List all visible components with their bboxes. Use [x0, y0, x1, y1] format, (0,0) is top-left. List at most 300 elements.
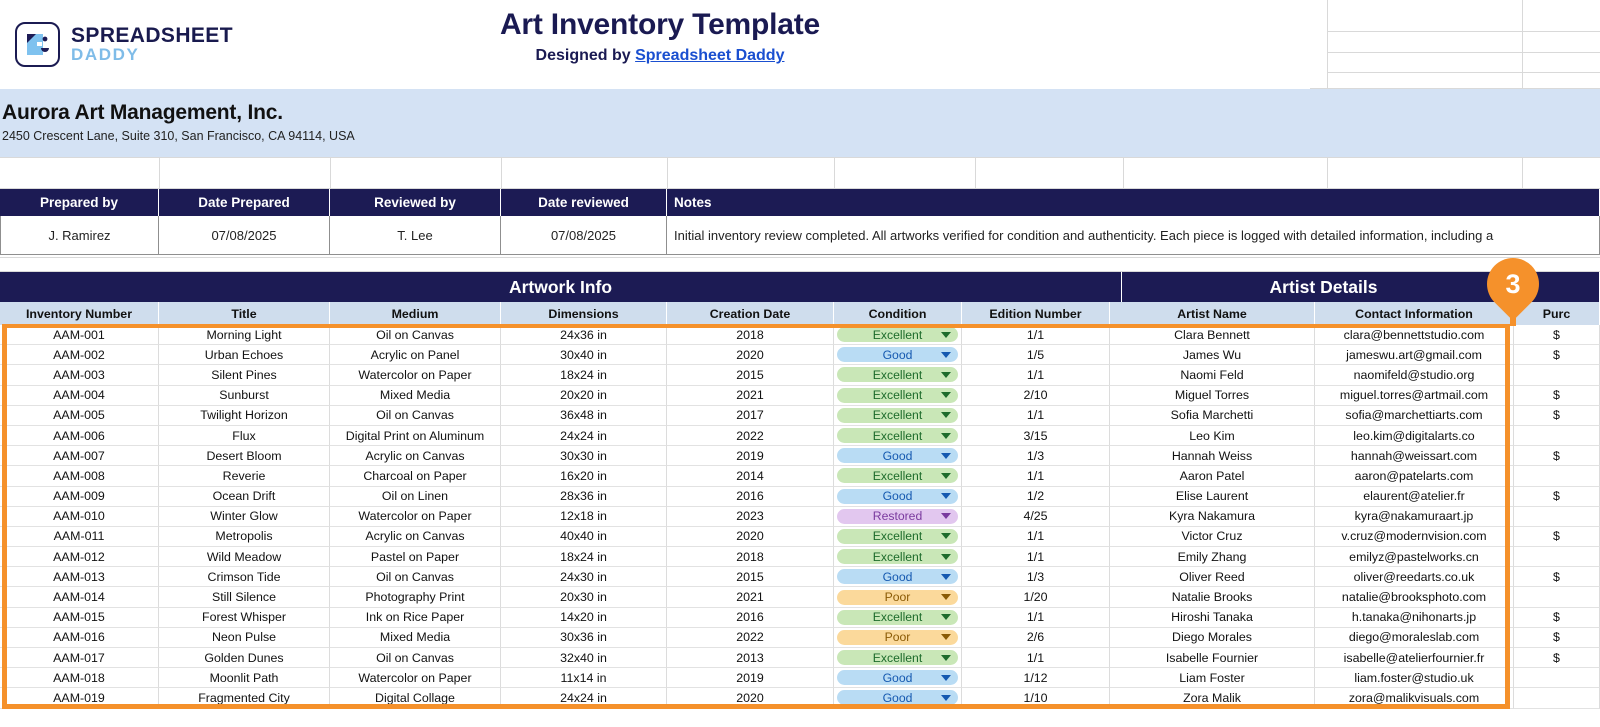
cell-edition-number[interactable]: 2/10	[962, 386, 1110, 406]
cell-contact-information[interactable]: kyra@nakamuraart.jp	[1315, 507, 1514, 527]
table-row	[0, 365, 1600, 385]
cell-condition[interactable]	[834, 688, 962, 708]
cell-contact-information[interactable]: leo.kim@digitalarts.co	[1315, 426, 1514, 446]
cell-edition-number[interactable]: 1/12	[962, 668, 1110, 688]
cell-purchase[interactable]: $	[1514, 446, 1600, 466]
condition-dropdown[interactable]	[837, 327, 958, 342]
cell-creation-date[interactable]: 2013	[667, 648, 834, 668]
cell-title[interactable]: Twilight Horizon	[159, 406, 330, 426]
cell-artist-name[interactable]: Hannah Weiss	[1110, 446, 1315, 466]
condition-dropdown[interactable]	[837, 610, 958, 625]
cell-title[interactable]: Sunburst	[159, 386, 330, 406]
cell-creation-date[interactable]: 2022	[667, 426, 834, 446]
cell-artist-name[interactable]: Emily Zhang	[1110, 547, 1315, 567]
cell-purchase[interactable]: $	[1514, 345, 1600, 365]
cell-dimensions[interactable]: 24x30 in	[501, 567, 667, 587]
cell-inventory-number[interactable]: AAM-015	[0, 608, 159, 628]
cell-contact-information[interactable]: hannah@weissart.com	[1315, 446, 1514, 466]
company-address: 2450 Crescent Lane, Suite 310, San Francisco, CA 94114, USA	[2, 129, 355, 143]
cell-dimensions[interactable]: 18x24 in	[501, 547, 667, 567]
cell-contact-information[interactable]: emilyz@pastelworks.cn	[1315, 547, 1514, 567]
condition-label: Excellent	[872, 388, 923, 403]
cell-title[interactable]: Golden Dunes	[159, 648, 330, 668]
cell-dimensions[interactable]: 20x20 in	[501, 386, 667, 406]
cell-contact-information[interactable]: h.tanaka@nihonarts.jp	[1315, 608, 1514, 628]
chevron-down-icon[interactable]	[941, 412, 951, 418]
cell-purchase[interactable]: $	[1514, 406, 1600, 426]
cell-artist-name[interactable]: Naomi Feld	[1110, 365, 1315, 385]
cell-medium[interactable]: Acrylic on Panel	[330, 345, 501, 365]
condition-dropdown[interactable]	[837, 448, 958, 463]
cell-medium[interactable]: Mixed Media	[330, 628, 501, 648]
company-name: Aurora Art Management, Inc.	[2, 101, 283, 124]
cell-medium[interactable]: Acrylic on Canvas	[330, 446, 501, 466]
table-row	[0, 547, 1600, 567]
cell-dimensions[interactable]: 24x24 in	[501, 688, 667, 708]
cell-medium[interactable]: Watercolor on Paper	[330, 365, 501, 385]
cell-creation-date[interactable]: 2014	[667, 466, 834, 486]
cell-inventory-number[interactable]: AAM-004	[0, 386, 159, 406]
cell-condition[interactable]	[834, 507, 962, 527]
cell-edition-number[interactable]: 1/1	[962, 466, 1110, 486]
cell-inventory-number[interactable]: AAM-008	[0, 466, 159, 486]
cell-contact-information[interactable]: diego@moraleslab.com	[1315, 628, 1514, 648]
cell-creation-date[interactable]: 2015	[667, 567, 834, 587]
col-purchase[interactable]: Purc	[1514, 302, 1600, 325]
cell-title[interactable]: Wild Meadow	[159, 547, 330, 567]
condition-label: Good	[882, 489, 913, 504]
cell-medium[interactable]: Charcoal on Paper	[330, 466, 501, 486]
condition-dropdown[interactable]	[837, 509, 958, 524]
cell-purchase[interactable]	[1514, 587, 1600, 607]
cell-medium[interactable]: Oil on Canvas	[330, 325, 501, 345]
cell-artist-name[interactable]: Miguel Torres	[1110, 386, 1315, 406]
cell-dimensions[interactable]: 28x36 in	[501, 487, 667, 507]
cell-edition-number[interactable]: 1/1	[962, 608, 1110, 628]
value-prepared-by[interactable]: J. Ramirez	[0, 216, 159, 255]
cell-edition-number[interactable]: 1/2	[962, 487, 1110, 507]
condition-label: Poor	[884, 590, 911, 605]
cell-creation-date[interactable]: 2018	[667, 325, 834, 345]
table-row	[0, 466, 1600, 486]
cell-creation-date[interactable]: 2020	[667, 688, 834, 708]
condition-dropdown[interactable]	[837, 529, 958, 544]
cell-condition[interactable]	[834, 466, 962, 486]
cell-inventory-number[interactable]: AAM-011	[0, 527, 159, 547]
col-creation-date[interactable]: Creation Date	[667, 302, 834, 325]
cell-purchase[interactable]: $	[1514, 386, 1600, 406]
condition-label: Excellent	[872, 529, 923, 544]
condition-dropdown[interactable]	[837, 590, 958, 605]
table-row	[0, 688, 1600, 708]
chevron-down-icon[interactable]	[941, 493, 951, 499]
cell-edition-number[interactable]: 1/1	[962, 365, 1110, 385]
cell-creation-date[interactable]: 2020	[667, 527, 834, 547]
cell-condition[interactable]	[834, 426, 962, 446]
cell-title[interactable]: Fragmented City	[159, 688, 330, 708]
header-prepared-by: Prepared by	[0, 189, 159, 216]
cell-condition[interactable]	[834, 527, 962, 547]
cell-creation-date[interactable]: 2023	[667, 507, 834, 527]
cell-condition[interactable]	[834, 668, 962, 688]
cell-inventory-number[interactable]: AAM-001	[0, 325, 159, 345]
cell-contact-information[interactable]: aaron@patelarts.com	[1315, 466, 1514, 486]
cell-dimensions[interactable]: 24x24 in	[501, 426, 667, 446]
group-artist-details: Artist Details	[1122, 272, 1526, 302]
table-row	[0, 608, 1600, 628]
cell-dimensions[interactable]: 30x40 in	[501, 345, 667, 365]
cell-artist-name[interactable]: Elise Laurent	[1110, 487, 1315, 507]
table-row	[0, 386, 1600, 406]
cell-medium[interactable]: Oil on Canvas	[330, 406, 501, 426]
cell-medium[interactable]: Watercolor on Paper	[330, 668, 501, 688]
cell-inventory-number[interactable]: AAM-010	[0, 507, 159, 527]
value-date-reviewed[interactable]: 07/08/2025	[501, 216, 667, 255]
cell-creation-date[interactable]: 2019	[667, 668, 834, 688]
cell-inventory-number[interactable]: AAM-013	[0, 567, 159, 587]
condition-dropdown[interactable]	[837, 428, 958, 443]
cell-inventory-number[interactable]: AAM-014	[0, 587, 159, 607]
cell-condition[interactable]	[834, 567, 962, 587]
cell-title[interactable]: Reverie	[159, 466, 330, 486]
cell-title[interactable]: Ocean Drift	[159, 487, 330, 507]
cell-artist-name[interactable]: Hiroshi Tanaka	[1110, 608, 1315, 628]
cell-creation-date[interactable]: 2022	[667, 628, 834, 648]
brand-name-line2: DADDY	[71, 45, 140, 65]
cell-contact-information[interactable]: sofia@marchettiarts.com	[1315, 406, 1514, 426]
page-header	[0, 0, 1310, 88]
cell-condition[interactable]	[834, 365, 962, 385]
cell-edition-number[interactable]: 1/20	[962, 587, 1110, 607]
cell-inventory-number[interactable]: AAM-007	[0, 446, 159, 466]
cell-title[interactable]: Neon Pulse	[159, 628, 330, 648]
col-title[interactable]: Title	[159, 302, 330, 325]
header-date-reviewed: Date reviewed	[501, 189, 667, 216]
condition-dropdown[interactable]	[837, 630, 958, 645]
cell-purchase[interactable]: $	[1514, 648, 1600, 668]
cell-artist-name[interactable]: Oliver Reed	[1110, 567, 1315, 587]
company-band	[0, 89, 1600, 157]
prepared-by-table	[0, 189, 1600, 255]
cell-medium[interactable]: Photography Print	[330, 587, 501, 607]
cell-condition[interactable]	[834, 406, 962, 426]
cell-title[interactable]: Desert Bloom	[159, 446, 330, 466]
cell-creation-date[interactable]: 2017	[667, 406, 834, 426]
table-row	[0, 648, 1600, 668]
col-artist-name[interactable]: Artist Name	[1110, 302, 1315, 325]
cell-purchase[interactable]: $	[1514, 608, 1600, 628]
condition-dropdown[interactable]	[837, 650, 958, 665]
cell-contact-information[interactable]: natalie@brooksphoto.com	[1315, 587, 1514, 607]
chevron-down-icon[interactable]	[941, 332, 951, 338]
cell-medium[interactable]: Acrylic on Canvas	[330, 527, 501, 547]
condition-label: Excellent	[872, 327, 923, 342]
brand-name-line1: SPREADSHEET	[71, 23, 233, 47]
cell-dimensions[interactable]: 14x20 in	[501, 608, 667, 628]
cell-purchase[interactable]: $	[1514, 487, 1600, 507]
cell-artist-name[interactable]: Clara Bennett	[1110, 325, 1315, 345]
condition-label: Excellent	[872, 610, 923, 625]
cell-contact-information[interactable]: jameswu.art@gmail.com	[1315, 345, 1514, 365]
condition-dropdown[interactable]	[837, 489, 958, 504]
cell-purchase[interactable]: $	[1514, 567, 1600, 587]
cell-purchase[interactable]	[1514, 365, 1600, 385]
condition-label: Good	[882, 569, 913, 584]
cell-dimensions[interactable]: 30x30 in	[501, 446, 667, 466]
cell-inventory-number[interactable]: AAM-009	[0, 487, 159, 507]
cell-inventory-number[interactable]: AAM-002	[0, 345, 159, 365]
cell-edition-number[interactable]: 1/1	[962, 527, 1110, 547]
cell-purchase[interactable]	[1514, 507, 1600, 527]
cell-edition-number[interactable]: 1/3	[962, 567, 1110, 587]
cell-purchase[interactable]	[1514, 426, 1600, 446]
condition-label: Poor	[884, 630, 911, 645]
prepared-by-header-row	[0, 189, 1600, 216]
condition-dropdown[interactable]	[837, 367, 958, 382]
table-row	[0, 426, 1600, 446]
table-row	[0, 567, 1600, 587]
page-subtitle	[340, 47, 980, 65]
cell-medium[interactable]: Digital Collage	[330, 688, 501, 708]
chevron-down-icon[interactable]	[941, 594, 951, 600]
spreadsheet-daddy-logo-icon	[15, 22, 60, 67]
cell-title[interactable]: Morning Light	[159, 325, 330, 345]
cell-dimensions[interactable]: 30x36 in	[501, 628, 667, 648]
cell-title[interactable]: Still Silence	[159, 587, 330, 607]
col-dimensions[interactable]: Dimensions	[501, 302, 667, 325]
group-header-row	[0, 272, 1600, 302]
cell-contact-information[interactable]: isabelle@atelierfournier.fr	[1315, 648, 1514, 668]
chevron-down-icon[interactable]	[941, 513, 951, 519]
cell-edition-number[interactable]: 1/5	[962, 345, 1110, 365]
annotation-marker-3	[1487, 258, 1539, 326]
cell-contact-information[interactable]: naomifeld@studio.org	[1315, 365, 1514, 385]
cell-edition-number[interactable]: 4/25	[962, 507, 1110, 527]
value-reviewed-by[interactable]: T. Lee	[330, 216, 501, 255]
cell-inventory-number[interactable]: AAM-018	[0, 668, 159, 688]
table-row	[0, 446, 1600, 466]
cell-purchase[interactable]: $	[1514, 628, 1600, 648]
cell-purchase[interactable]	[1514, 688, 1600, 708]
condition-dropdown[interactable]	[837, 388, 958, 403]
cell-dimensions[interactable]: 16x20 in	[501, 466, 667, 486]
col-edition-number[interactable]: Edition Number	[962, 302, 1110, 325]
cell-artist-name[interactable]: Diego Morales	[1110, 628, 1315, 648]
chevron-down-icon[interactable]	[941, 554, 951, 560]
cell-artist-name[interactable]: Leo Kim	[1110, 426, 1315, 446]
condition-dropdown[interactable]	[837, 347, 958, 362]
condition-label: Excellent	[872, 428, 923, 443]
cell-title[interactable]: Metropolis	[159, 527, 330, 547]
cell-title[interactable]: Winter Glow	[159, 507, 330, 527]
chevron-down-icon[interactable]	[941, 533, 951, 539]
condition-dropdown[interactable]	[837, 569, 958, 584]
cell-creation-date[interactable]: 2021	[667, 587, 834, 607]
marker-number: 3	[1505, 268, 1521, 299]
cell-artist-name[interactable]: Natalie Brooks	[1110, 587, 1315, 607]
cell-condition[interactable]	[834, 628, 962, 648]
cell-condition[interactable]	[834, 608, 962, 628]
cell-title[interactable]: Silent Pines	[159, 365, 330, 385]
cell-contact-information[interactable]: liam.foster@studio.uk	[1315, 668, 1514, 688]
table-row	[0, 345, 1600, 365]
cell-contact-information[interactable]: oliver@reedarts.co.uk	[1315, 567, 1514, 587]
chevron-down-icon[interactable]	[941, 453, 951, 459]
cell-medium[interactable]: Mixed Media	[330, 386, 501, 406]
cell-dimensions[interactable]: 24x36 in	[501, 325, 667, 345]
value-date-prepared[interactable]: 07/08/2025	[159, 216, 330, 255]
table-row	[0, 406, 1600, 426]
prepared-by-value-row	[0, 216, 1600, 255]
condition-dropdown[interactable]	[837, 408, 958, 423]
chevron-down-icon[interactable]	[941, 614, 951, 620]
cell-dimensions[interactable]: 12x18 in	[501, 507, 667, 527]
cell-edition-number[interactable]: 1/1	[962, 547, 1110, 567]
table-row	[0, 507, 1600, 527]
cell-condition[interactable]	[834, 446, 962, 466]
condition-label: Good	[882, 347, 913, 362]
value-notes[interactable]: Initial inventory review completed. All artworks verified for condition and authenticity. Each piece is logged with detailed information, including a	[667, 216, 1600, 255]
cell-condition[interactable]	[834, 648, 962, 668]
condition-label: Excellent	[872, 408, 923, 423]
table-row	[0, 587, 1600, 607]
cell-title[interactable]: Forest Whisper	[159, 608, 330, 628]
condition-label: Excellent	[872, 367, 923, 382]
cell-inventory-number[interactable]: AAM-016	[0, 628, 159, 648]
cell-contact-information[interactable]: clara@bennettstudio.com	[1315, 325, 1514, 345]
cell-creation-date[interactable]: 2016	[667, 608, 834, 628]
condition-dropdown[interactable]	[837, 549, 958, 564]
condition-label: Excellent	[872, 549, 923, 564]
cell-medium[interactable]: Digital Print on Aluminum	[330, 426, 501, 446]
cell-artist-name[interactable]: Victor Cruz	[1110, 527, 1315, 547]
cell-edition-number[interactable]: 3/15	[962, 426, 1110, 446]
condition-dropdown[interactable]	[837, 690, 958, 705]
table-row	[0, 628, 1600, 648]
cell-creation-date[interactable]: 2016	[667, 487, 834, 507]
cell-condition[interactable]	[834, 325, 962, 345]
chevron-down-icon[interactable]	[941, 634, 951, 640]
cell-title[interactable]: Moonlit Path	[159, 668, 330, 688]
condition-dropdown[interactable]	[837, 468, 958, 483]
cell-purchase[interactable]	[1514, 668, 1600, 688]
chevron-down-icon[interactable]	[941, 372, 951, 378]
brand-logo[interactable]	[15, 22, 233, 67]
cell-condition[interactable]	[834, 587, 962, 607]
cell-contact-information[interactable]: elaurent@atelier.fr	[1315, 487, 1514, 507]
cell-artist-name[interactable]: Sofia Marchetti	[1110, 406, 1315, 426]
cell-dimensions[interactable]: 36x48 in	[501, 406, 667, 426]
cell-creation-date[interactable]: 2021	[667, 386, 834, 406]
condition-label: Good	[882, 690, 913, 705]
cell-contact-information[interactable]: miguel.torres@artmail.com	[1315, 386, 1514, 406]
cell-contact-information[interactable]: zora@malikvisuals.com	[1315, 688, 1514, 708]
cell-edition-number[interactable]: 2/6	[962, 628, 1110, 648]
column-header-row	[0, 302, 1600, 325]
col-medium[interactable]: Medium	[330, 302, 501, 325]
designer-link[interactable]: Spreadsheet Daddy	[635, 47, 785, 64]
cell-condition[interactable]	[834, 345, 962, 365]
table-row	[0, 527, 1600, 547]
cell-dimensions[interactable]: 32x40 in	[501, 648, 667, 668]
cell-edition-number[interactable]: 1/10	[962, 688, 1110, 708]
cell-creation-date[interactable]: 2020	[667, 345, 834, 365]
col-contact-information[interactable]: Contact Information	[1315, 302, 1514, 325]
condition-dropdown[interactable]	[837, 670, 958, 685]
cell-artist-name[interactable]: Kyra Nakamura	[1110, 507, 1315, 527]
cell-artist-name[interactable]: Liam Foster	[1110, 668, 1315, 688]
cell-inventory-number[interactable]: AAM-003	[0, 365, 159, 385]
cell-inventory-number[interactable]: AAM-006	[0, 426, 159, 446]
cell-edition-number[interactable]: 1/1	[962, 325, 1110, 345]
cell-medium[interactable]: Oil on Canvas	[330, 648, 501, 668]
cell-artist-name[interactable]: Aaron Patel	[1110, 466, 1315, 486]
group-artwork-info: Artwork Info	[0, 272, 1122, 302]
cell-medium[interactable]: Pastel on Paper	[330, 547, 501, 567]
cell-condition[interactable]	[834, 487, 962, 507]
cell-purchase[interactable]	[1514, 547, 1600, 567]
chevron-down-icon[interactable]	[941, 675, 951, 681]
cell-dimensions[interactable]: 40x40 in	[501, 527, 667, 547]
table-row	[0, 487, 1600, 507]
table-row	[0, 325, 1600, 345]
chevron-down-icon[interactable]	[941, 433, 951, 439]
cell-title[interactable]: Urban Echoes	[159, 345, 330, 365]
cell-purchase[interactable]: $	[1514, 527, 1600, 547]
chevron-down-icon[interactable]	[941, 352, 951, 358]
cell-dimensions[interactable]: 20x30 in	[501, 587, 667, 607]
cell-dimensions[interactable]: 11x14 in	[501, 668, 667, 688]
cell-edition-number[interactable]: 1/1	[962, 406, 1110, 426]
cell-creation-date[interactable]: 2019	[667, 446, 834, 466]
cell-inventory-number[interactable]: AAM-017	[0, 648, 159, 668]
cell-dimensions[interactable]: 18x24 in	[501, 365, 667, 385]
header-reviewed-by: Reviewed by	[330, 189, 501, 216]
chevron-down-icon[interactable]	[941, 473, 951, 479]
cell-condition[interactable]	[834, 547, 962, 567]
inventory-rows	[0, 325, 1600, 709]
cell-purchase[interactable]	[1514, 466, 1600, 486]
cell-creation-date[interactable]: 2015	[667, 365, 834, 385]
cell-title[interactable]: Flux	[159, 426, 330, 446]
cell-edition-number[interactable]: 1/1	[962, 648, 1110, 668]
cell-inventory-number[interactable]: AAM-012	[0, 547, 159, 567]
cell-artist-name[interactable]: James Wu	[1110, 345, 1315, 365]
cell-title[interactable]: Crimson Tide	[159, 567, 330, 587]
col-condition[interactable]: Condition	[834, 302, 962, 325]
cell-medium[interactable]: Oil on Canvas	[330, 567, 501, 587]
chevron-down-icon[interactable]	[941, 655, 951, 661]
chevron-down-icon[interactable]	[941, 574, 951, 580]
col-inventory-number[interactable]: Inventory Number	[0, 302, 159, 325]
chevron-down-icon[interactable]	[941, 695, 951, 701]
condition-label: Excellent	[872, 650, 923, 665]
chevron-down-icon[interactable]	[941, 392, 951, 398]
cell-inventory-number[interactable]: AAM-005	[0, 406, 159, 426]
cell-contact-information[interactable]: v.cruz@modernvision.com	[1315, 527, 1514, 547]
cell-condition[interactable]	[834, 386, 962, 406]
cell-medium[interactable]: Oil on Linen	[330, 487, 501, 507]
cell-inventory-number[interactable]: AAM-019	[0, 688, 159, 708]
cell-medium[interactable]: Watercolor on Paper	[330, 507, 501, 527]
condition-label: Restored	[872, 509, 923, 524]
cell-purchase[interactable]: $	[1514, 325, 1600, 345]
cell-medium[interactable]: Ink on Rice Paper	[330, 608, 501, 628]
cell-artist-name[interactable]: Zora Malik	[1110, 688, 1315, 708]
cell-creation-date[interactable]: 2018	[667, 547, 834, 567]
cell-artist-name[interactable]: Isabelle Fournier	[1110, 648, 1315, 668]
cell-edition-number[interactable]: 1/3	[962, 446, 1110, 466]
